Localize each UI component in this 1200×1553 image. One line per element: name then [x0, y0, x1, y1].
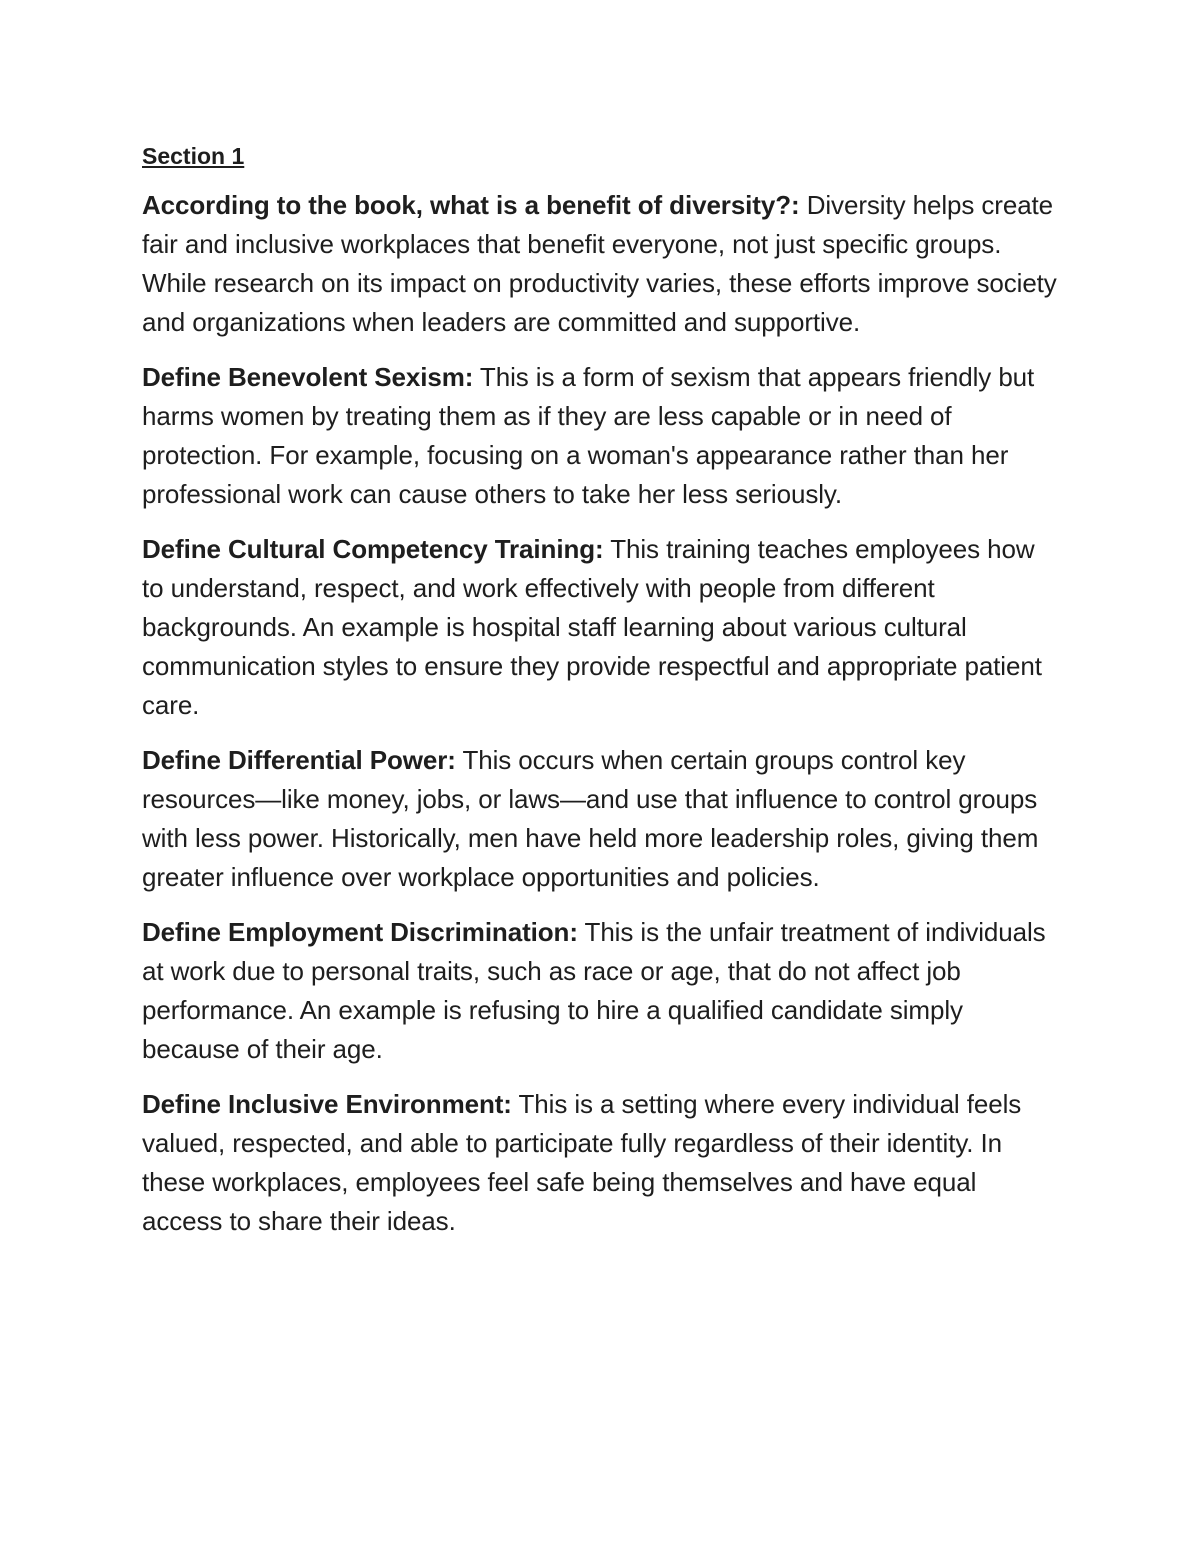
entry-term: According to the book, what is a benefit of diversity?:: [142, 190, 800, 220]
entry-inclusive-environment: [142, 1085, 1062, 1241]
entry-definition: This occurs when certain groups control key resources—like money, jobs, or laws—and use that influence to control groups with less power. Historically, men have held more leadership roles, giving them greater influence over workplace opportunities and policies.: [142, 745, 1039, 892]
entry-definition: This is the unfair treatment of individuals at work due to personal traits, such as race or age, that do not affect job performance. An example is refusing to hire a qualified candidate simply because of their age.: [142, 917, 1046, 1064]
entry-term: Define Employment Discrimination:: [142, 917, 578, 947]
entry-definition: Diversity helps create fair and inclusive workplaces that benefit everyone, not just specific groups. While research on its impact on productivity varies, these efforts improve society and organizations when leaders are committed and supportive.: [142, 190, 1057, 337]
entry-differential-power: [142, 741, 1062, 897]
entry-cultural-competency-training: [142, 530, 1062, 725]
entry-employment-discrimination: [142, 913, 1062, 1069]
entry-term: Define Benevolent Sexism:: [142, 362, 474, 392]
entry-definition: This is a form of sexism that appears friendly but harms women by treating them as if they are less capable or in need of protection. For example, focusing on a woman's appearance rather than her professional work can cause others to take her less seriously.: [142, 362, 1035, 509]
document-body: [142, 140, 1062, 1257]
entry-term: Define Differential Power:: [142, 745, 456, 775]
entry-term: Define Cultural Competency Training:: [142, 534, 604, 564]
entry-benefit-of-diversity: [142, 186, 1062, 342]
entry-benevolent-sexism: [142, 358, 1062, 514]
entry-term: Define Inclusive Environment:: [142, 1089, 512, 1119]
section-heading: Section 1: [142, 143, 245, 169]
entry-definition: This is a setting where every individual feels valued, respected, and able to participate fully regardless of their identity. In these workplaces, employees feel safe being themselves and have equal access to share their ideas.: [142, 1089, 1022, 1236]
entry-definition: This training teaches employees how to understand, respect, and work effectively with people from different backgrounds. An example is hospital staff learning about various cultural communication styles to ensure they provide respectful and appropriate patient care.: [142, 534, 1042, 720]
